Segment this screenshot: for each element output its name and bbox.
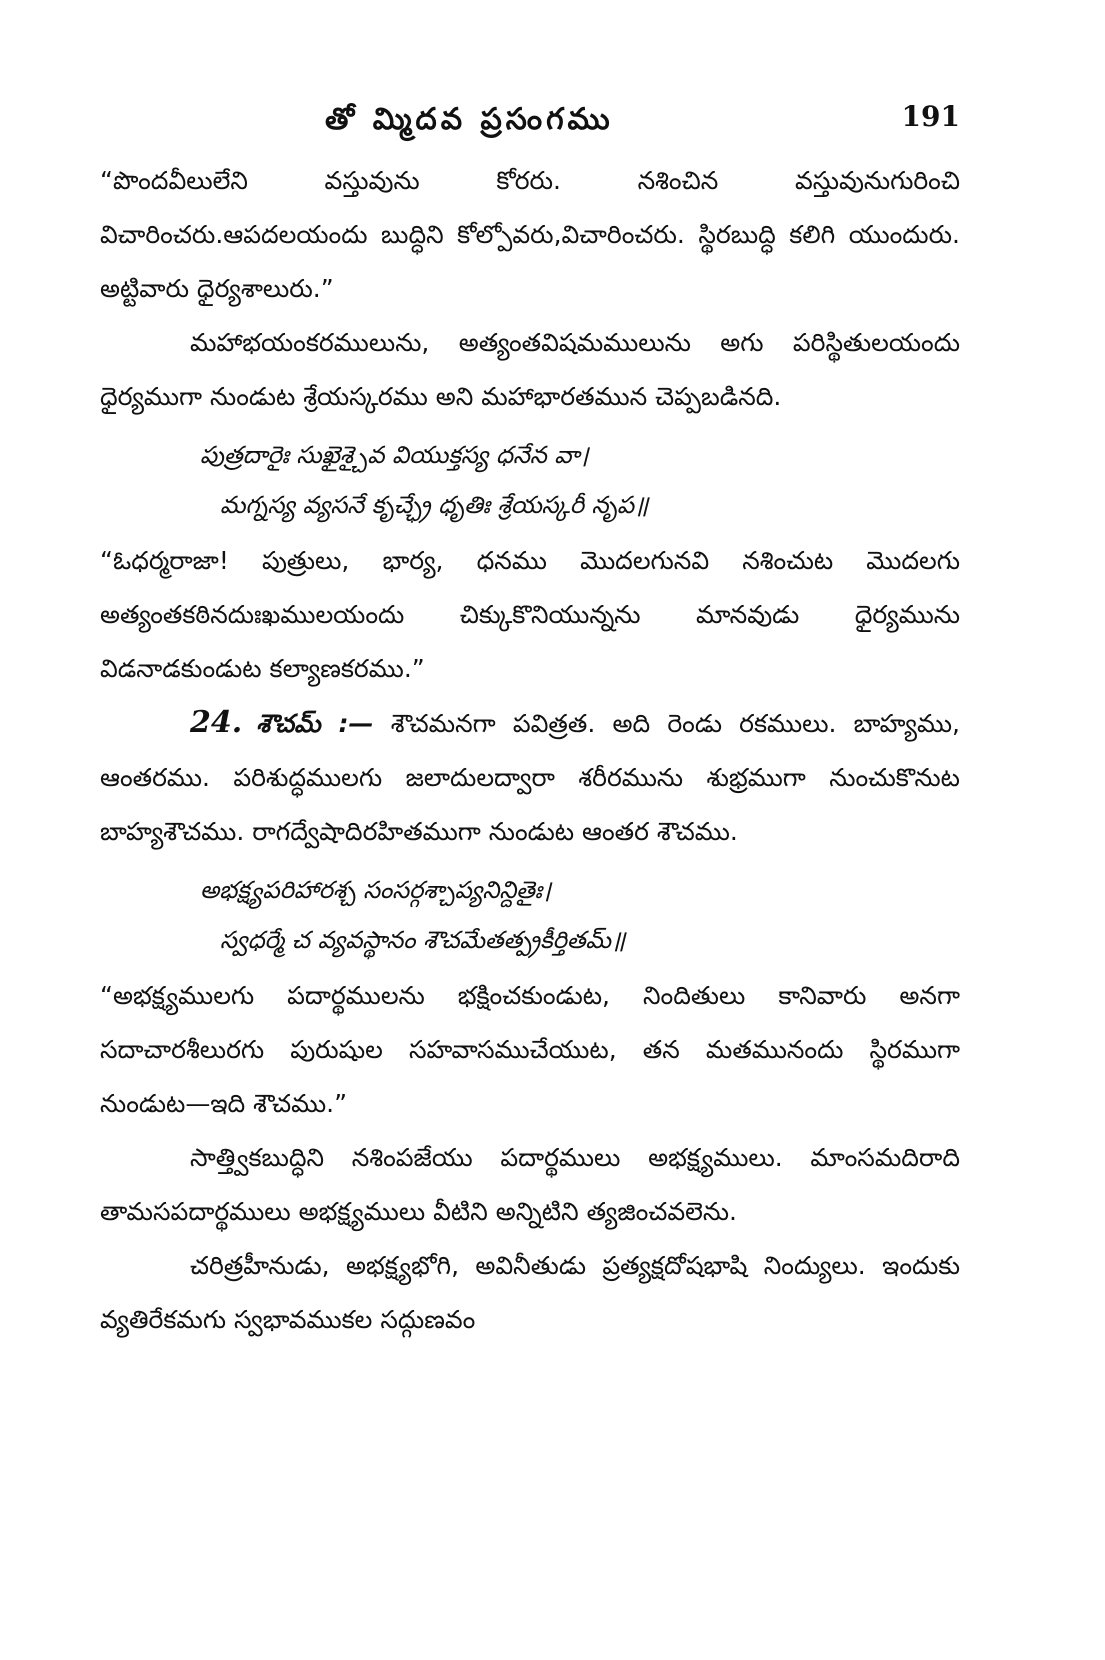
verse-1-line-2: మగ్నస్య వ్యసనే కృచ్ఛ్రే ధృతిః శ్రేయస్కరీ నృప॥	[220, 491, 649, 519]
verse-1-line-1: పుత్రదారైః సుఖైశ్చైవ వియుక్తస్య ధనేన వా।	[200, 441, 589, 469]
paragraph-5: “అభక్ష్యములగు పదార్థములను భక్షించకుండుట, నిందితులు కానివారు అనగా సదాచారశీలురగు పురుషుల సహవాసముచేయుట, తన మతమునందు స్థిరముగా నుండుట—ఇది శౌచము.”	[100, 981, 960, 1118]
sanskrit-verse-1	[100, 430, 960, 530]
sanskrit-verse-2	[100, 865, 960, 965]
paragraph-1: “పొందవీలులేని వస్తువును కోరరు. నశించిన వస్తువునుగురించి విచారించరు.ఆపదలయందు బుద్ధిని కోల్పోవరు,విచారించరు. స్థిరబుద్ధి కలిగి యుందురు. అట్టివారు ధైర్యశాలురు.”	[100, 166, 960, 303]
paragraph-3: “ఓధర్మరాజా! పుత్రులు, భార్య, ధనము మొదలగునవి నశించుట మొదలగు అత్యంతకఠినదుఃఖములయందు చిక్కుకొనియున్నను మానవుడు ధైర్యమును విడనాడకుండుట కల్యాణకరము.”	[100, 546, 960, 683]
paragraph-2: మహాభయంకరములును, అత్యంతవిషమములును అగు పరిస్థితులయందు ధైర్యముగా నుండుట శ్రేయస్కరము అని మహాభారతమున చెప్పబడినది.	[100, 328, 960, 411]
verse-2-line-2: స్వధర్మే చ వ్యవస్థానం శౌచమేతత్ప్రకీర్తితమ్॥	[220, 926, 626, 954]
section-number: 24.	[190, 705, 243, 740]
section-heading: శౌచమ్ :—	[256, 709, 374, 738]
paragraph-7: చరిత్రహీనుడు, అభక్ష్యభోగి, అవినీతుడు ప్రత్యక్షదోషభాషి నింద్యులు. ఇందుకు వ్యతిరేకమగు స్వభావముకల సద్గుణవం	[100, 1251, 960, 1334]
running-title: తో మ్మిదవ ప్రసంగము	[325, 102, 614, 137]
paragraph-4	[100, 696, 960, 859]
paragraph-4-text: శౌచమనగా పవిత్రత. అది రెండు రకములు. బాహ్యము, ఆంతరము. పరిశుద్ధములగు జలాదులద్వారా శరీరమును శుభ్రముగా నుంచుకొనుట బాహ్యశౌచము. రాగద్వేషాదిరహితముగా నుండుట ఆంతర శౌచము.	[100, 709, 960, 846]
verse-2-line-1: అభక్ష్యపరిహారశ్చ సంసర్గశ్చాప్యనిన్దితైః।	[200, 876, 552, 904]
page-header	[100, 92, 960, 154]
page-number: 191	[901, 100, 960, 133]
book-page	[100, 92, 960, 1612]
paragraph-6: సాత్త్వికబుద్ధిని నశింపజేయు పదార్థములు అభక్ష్యములు. మాంసమదిరాది తామసపదార్థములు అభక్ష్యములు వీటిని అన్నిటిని త్యజించవలెను.	[100, 1143, 960, 1226]
